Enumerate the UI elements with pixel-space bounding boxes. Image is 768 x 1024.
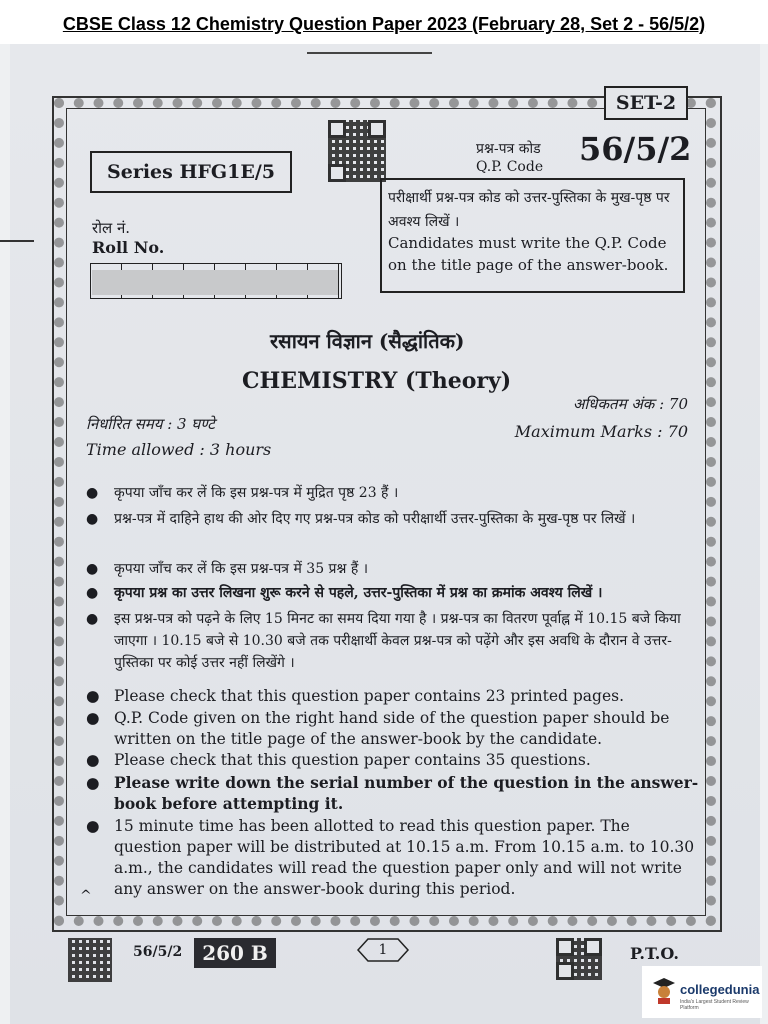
bullet-icon: ● <box>86 561 99 577</box>
bullet-icon: ● <box>86 585 99 601</box>
bullet-icon: ● <box>86 485 99 501</box>
bullet-icon: ● <box>86 817 100 835</box>
series-label: Series HFG1E/5 <box>90 151 292 193</box>
instruction-text: कृपया जाँच कर लें कि इस प्रश्न-पत्र में मुद्रित पृष्ठ 23 हैं । <box>114 485 399 501</box>
instruction-text: Q.P. Code given on the right hand side of the question paper should be written on the title page of the answer-book by the candidate. <box>114 709 670 748</box>
qp-code: 56/5/2 <box>579 130 692 168</box>
instruction-hi-5 <box>86 608 700 674</box>
bullet-icon: ● <box>86 751 100 769</box>
bullet-icon: ● <box>86 687 100 705</box>
instruction-hi-2 <box>86 508 700 530</box>
instruction-text: इस प्रश्न-पत्र को पढ़ने के लिए 15 मिनट का समय दिया गया है । प्रश्न-पत्र का वितरण पूर्वाह्न में 10.15 बजे किया जाएगा । 10.15 बजे से 10.30 बजे तक परीक्षार्थी केवल प्रश्न-पत्र को पढ़ेंगे और इस अवधि के दौरान वे उत्तर-पुस्तिका पर कोई उत्तर नहीं लिखेंगे । <box>114 611 681 671</box>
instruction-text: Please write down the serial number of the question in the answer-book before attempting it. <box>114 773 699 813</box>
subject-title-hi: रसायन विज्ञान (सैद्धांतिक) <box>270 329 465 353</box>
instruction-text: Please check that this question paper contains 23 printed pages. <box>114 687 625 705</box>
qp-code-label-en: Q.P. Code <box>476 159 544 175</box>
instruction-text: 15 minute time has been allotted to read this question paper. The question paper will be distributed at 10.15 a.m. From 10.15 a.m. to 10.30 a.m., the candidates will read the question paper only and will not write any answer on the answer-book during this period. <box>114 817 695 898</box>
instruction-en-5 <box>86 816 700 900</box>
bullet-icon: ● <box>86 511 99 527</box>
instruction-text: प्रश्न-पत्र में दाहिने हाथ की ओर दिए गए प्रश्न-पत्र कोड को परीक्षार्थी उत्तर-पुस्तिका के मुख-पृष्ठ पर लिखें । <box>114 511 636 527</box>
qr-code-icon <box>556 938 602 980</box>
subject-title-en: CHEMISTRY (Theory) <box>242 368 512 394</box>
banner-title: CBSE Class 12 Chemistry Question Paper 2023 (February 28, Set 2 - 56/5/2) <box>62 14 706 34</box>
instruction-en-1 <box>86 686 700 707</box>
set-badge: SET-2 <box>604 86 688 120</box>
bullet-icon: ● <box>86 773 100 792</box>
bullet-icon: ● <box>86 709 100 727</box>
pto-label: P.T.O. <box>630 944 679 963</box>
top-banner <box>0 0 768 44</box>
instruction-en-4 <box>86 772 700 814</box>
caret-mark: ^ <box>80 888 92 904</box>
instruction-hi-4 <box>86 582 700 604</box>
notice-hindi: परीक्षार्थी प्रश्न-पत्र कोड को उत्तर-पुस्तिका के मुख-पृष्ठ पर अवश्य लिखें । <box>388 190 670 230</box>
footer-qp-code: 56/5/2 <box>133 944 183 960</box>
qp-code-label-hi: प्रश्न-पत्र कोड <box>476 141 541 157</box>
max-marks-hi: अधिकतम अंक : 70 <box>572 395 688 413</box>
qp-code-label <box>476 140 543 176</box>
instruction-text: Please check that this question paper contains 35 questions. <box>114 751 591 769</box>
time-allowed-hi: निर्धारित समय : 3 घण्टे <box>86 415 215 433</box>
logo-name: collegedunia <box>680 982 760 997</box>
instruction-hi-3 <box>86 558 700 580</box>
margin-mark <box>0 240 34 242</box>
qr-code-icon <box>328 120 386 182</box>
footer-tag: 260 B <box>194 938 276 968</box>
bullet-icon: ● <box>86 611 99 627</box>
instruction-en-3 <box>86 750 700 771</box>
time-allowed-en: Time allowed : 3 hours <box>86 440 272 459</box>
roll-label-en: Roll No. <box>92 238 165 257</box>
max-marks-en: Maximum Marks : 70 <box>514 422 688 441</box>
instruction-text: कृपया जाँच कर लें कि इस प्रश्न-पत्र में 35 प्रश्न हैं । <box>114 561 369 577</box>
instruction-hi-1 <box>86 482 700 504</box>
graduate-avatar-icon <box>652 976 676 1004</box>
page-number-text: 1 <box>378 942 388 958</box>
instruction-text: कृपया प्रश्न का उत्तर लिखना शुरू करने से पहले, उत्तर-पुस्तिका में प्रश्न का क्रमांक अवश्य लिखें । <box>114 585 603 601</box>
page-number <box>350 937 416 963</box>
logo-tagline: India's Largest Student Review Platform <box>680 999 749 1011</box>
instruction-en-2 <box>86 708 700 750</box>
redaction-bar <box>92 270 338 295</box>
divider <box>307 52 432 54</box>
roll-label-hi: रोल नं. <box>92 219 131 237</box>
barcode-icon <box>68 938 112 982</box>
notice-english: Candidates must write the Q.P. Code on the title page of the answer-book. <box>388 234 669 274</box>
